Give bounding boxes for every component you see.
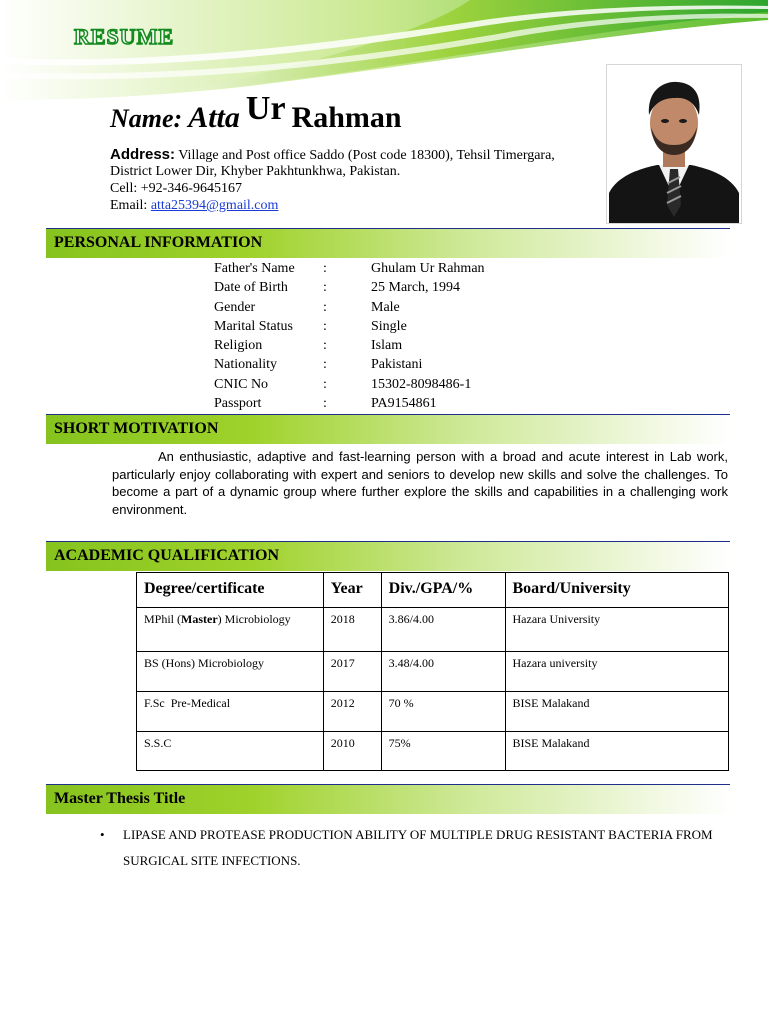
info-row-nationality: [214, 355, 634, 374]
board-cell: BISE Malakand: [505, 732, 729, 771]
section-header-motivation: [46, 414, 730, 444]
info-key: Gender: [214, 300, 256, 315]
section-title-thesis: Master Thesis Title: [54, 790, 186, 807]
info-sep: :: [323, 396, 327, 411]
info-row-fathers-name: [214, 259, 634, 278]
info-row-cnic: [214, 375, 634, 394]
info-key: Marital Status: [214, 319, 293, 334]
info-value: PA9154861: [371, 396, 437, 411]
degree-cell: [137, 608, 324, 652]
section-header-academic: [46, 541, 730, 571]
degree-text-end: ) Microbiology: [217, 612, 291, 626]
info-value: Male: [371, 300, 400, 315]
info-key: Nationality: [214, 357, 277, 372]
academic-table: [136, 572, 729, 771]
name-first: Atta: [188, 101, 240, 134]
info-value: 15302-8098486-1: [371, 377, 472, 392]
resume-badge: RESUME: [74, 24, 175, 49]
year-cell: 2010: [323, 732, 381, 771]
thesis-item: [100, 822, 720, 874]
degree-text: S.S.C: [144, 736, 172, 750]
cell-number: Cell: +92-346-9645167: [110, 181, 242, 196]
info-sep: :: [323, 338, 327, 353]
degree-cell: [137, 652, 324, 692]
email-line: [110, 198, 278, 214]
degree-cell: [137, 692, 324, 732]
thesis-title-text: LIPASE AND PROTEASE PRODUCTION ABILITY OF MULTIPLE DRUG RESISTANT BACTERIA FROM SURGICAL SITE INFECTIONS.: [123, 827, 713, 868]
year-cell: 2018: [323, 608, 381, 652]
table-header-gpa: Div./GPA/%: [381, 573, 505, 608]
table-row: [137, 732, 729, 771]
name-middle: Ur: [245, 90, 286, 127]
info-row-marital-status: [214, 317, 634, 336]
section-header-personal: [46, 228, 730, 258]
section-header-thesis: [46, 784, 730, 814]
portrait-graphic: [607, 65, 741, 223]
gpa-cell: 70 %: [381, 692, 505, 732]
degree-text: F.Sc Pre-Medical: [144, 696, 231, 710]
table-row: [137, 652, 729, 692]
info-key: Father's Name: [214, 261, 295, 276]
info-sep: :: [323, 377, 327, 392]
address-line-1: [110, 147, 555, 164]
table-header-row: [137, 573, 729, 608]
degree-text: BS (Hons) Microbiology: [144, 656, 264, 670]
name-last: Rahman: [291, 101, 402, 134]
address-text-1: Village and Post office Saddo (Post code 18300), Tehsil Timergara,: [178, 148, 555, 163]
table-header-degree: Degree/certificate: [137, 573, 324, 608]
name-label: Name:: [110, 104, 183, 133]
year-cell: 2017: [323, 652, 381, 692]
address-label: Address:: [110, 146, 176, 163]
info-value: Islam: [371, 338, 403, 353]
gpa-cell: 3.86/4.00: [381, 608, 505, 652]
table-header-board: Board/University: [505, 573, 729, 608]
address-line-2: District Lower Dir, Khyber Pakhtunkhwa, Pakistan.: [110, 164, 401, 179]
info-key: CNIC No: [214, 377, 269, 392]
board-cell: BISE Malakand: [505, 692, 729, 732]
degree-cell: [137, 732, 324, 771]
section-title-motivation: SHORT MOTIVATION: [54, 420, 219, 437]
gpa-cell: 3.48/4.00: [381, 652, 505, 692]
email-link[interactable]: atta25394@gmail.com: [150, 198, 279, 213]
info-value: Single: [371, 319, 407, 334]
info-key: Passport: [214, 396, 262, 411]
info-sep: :: [323, 319, 327, 334]
info-sep: :: [323, 357, 327, 372]
info-sep: :: [323, 261, 327, 276]
board-cell: Hazara university: [505, 652, 729, 692]
degree-bold-text: Master: [181, 612, 218, 626]
degree-text: MPhil (: [144, 612, 182, 626]
table-row: [137, 608, 729, 652]
candidate-name: [110, 90, 402, 146]
info-sep: :: [323, 300, 327, 315]
section-title-academic: ACADEMIC QUALIFICATION: [54, 547, 280, 564]
board-cell: Hazara University: [505, 608, 729, 652]
motivation-paragraph: An enthusiastic, adaptive and fast-learning person with a broad and acute interest in Lab work, particularly enjoy collaborating with expert and seniors to develop new skills and solve the challenges. To become a part of a dynamic group where further explore the skills and capabilities in a challenging work environment.: [112, 449, 728, 517]
table-header-year: Year: [323, 573, 381, 608]
info-row-religion: [214, 336, 634, 355]
email-label: Email:: [110, 198, 148, 213]
info-row-passport: [214, 394, 634, 413]
info-value: Ghulam Ur Rahman: [371, 261, 485, 276]
info-key: Date of Birth: [214, 280, 288, 295]
profile-photo: [606, 64, 742, 224]
table-row: [137, 692, 729, 732]
info-sep: :: [323, 280, 327, 295]
year-cell: 2012: [323, 692, 381, 732]
gpa-cell: 75%: [381, 732, 505, 771]
bullet-icon: •: [100, 827, 105, 842]
info-value: Pakistani: [371, 357, 423, 372]
info-key: Religion: [214, 338, 263, 353]
info-row-date-of-birth: [214, 278, 634, 297]
info-value: 25 March, 1994: [371, 280, 461, 295]
info-row-gender: [214, 298, 634, 317]
section-title-personal: PERSONAL INFORMATION: [54, 234, 263, 251]
